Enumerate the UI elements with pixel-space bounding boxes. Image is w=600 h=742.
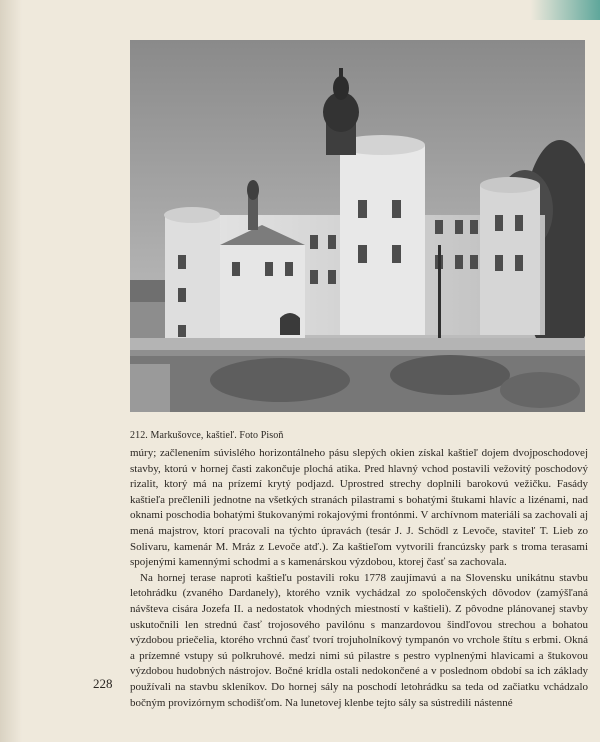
paragraph: Na hornej terase naproti kaštieľu postavili roku 1778 zaujímavú a na Slovensku unikátnu stavbu letohrádku (zvaného Dardanely), ktorého vznik vychádzal zo spoločenských dôvodov (zamýšľaná návšteva cisára Jozefa II. a nedostatok vhodných miestností v kaštieli). Z pôvodne plánovanej stavby uskutočnili len strednú časť trojosového pavilónu s manzardovou šindľovou strechou a bohatou výzdobou priečelia, ktorého vrchnú časť tvorí trojuholníkový tympanón vo vrchole štítu s erbmi. Okná a prízemné vstupy sú polkruhové. medzi nimi sú pilastre s pestro vyplnenými hlavicami a štukovou výzdobou hudobných nástrojov. Bočné krídla ostali nedokončené a v poslednom období sa ich základy používali na stavbu skleníkov. Do hornej sály na poschodí letohrádku sa teda od začiatku vchádzalo bočným provizórnym schodišťom. Na lunetovej klenbe tejto sály sa sústredili nástenné xyxy=(130,571,588,709)
figure-caption: 212. Markušovce, kaštieľ. Foto Pisoň xyxy=(130,430,284,441)
corner-color-strip xyxy=(530,0,600,20)
paragraph: múry; začlenením súvislého horizontálneho pásu slepých okien získal kaštieľ dojem dvojposchodovej stavby, ktorú v hornej časti zakončuje plochá atika. Pred hlavný vchod postavili vežovitý poschodový rizalit, ktorý má na prízemí krytý podjazd. Uprostred strechy doplnili barokovú vežičku. Fasády kaštieľa prečlenili jednotne na všetkých stranách pilastrami s bohatými štukami hlavíc a lizénami, nad oknami poschodia bohatými štukovanými rokajovými frontónmi. V archívnom materiáli sa zachovali aj mená majstrov, ktorí pracovali na týchto úpravách (tesár J. J. Schödl z Levoče, staviteľ T. Lieb zo Solivaru, kamenár M. Mráz z Levoče atď.). Za kaštieľom vytvorili francúzsky park s troma terasami spojenými kamennými schodmi a s kamenárskou výzdobou, ktorej časť sa zachovala. xyxy=(130,447,588,569)
page-number: 228 xyxy=(93,676,113,691)
castle-photo-illustration xyxy=(130,40,585,412)
castle-photograph xyxy=(130,40,585,412)
article-body xyxy=(130,446,588,711)
page-binding-edge xyxy=(0,0,22,742)
